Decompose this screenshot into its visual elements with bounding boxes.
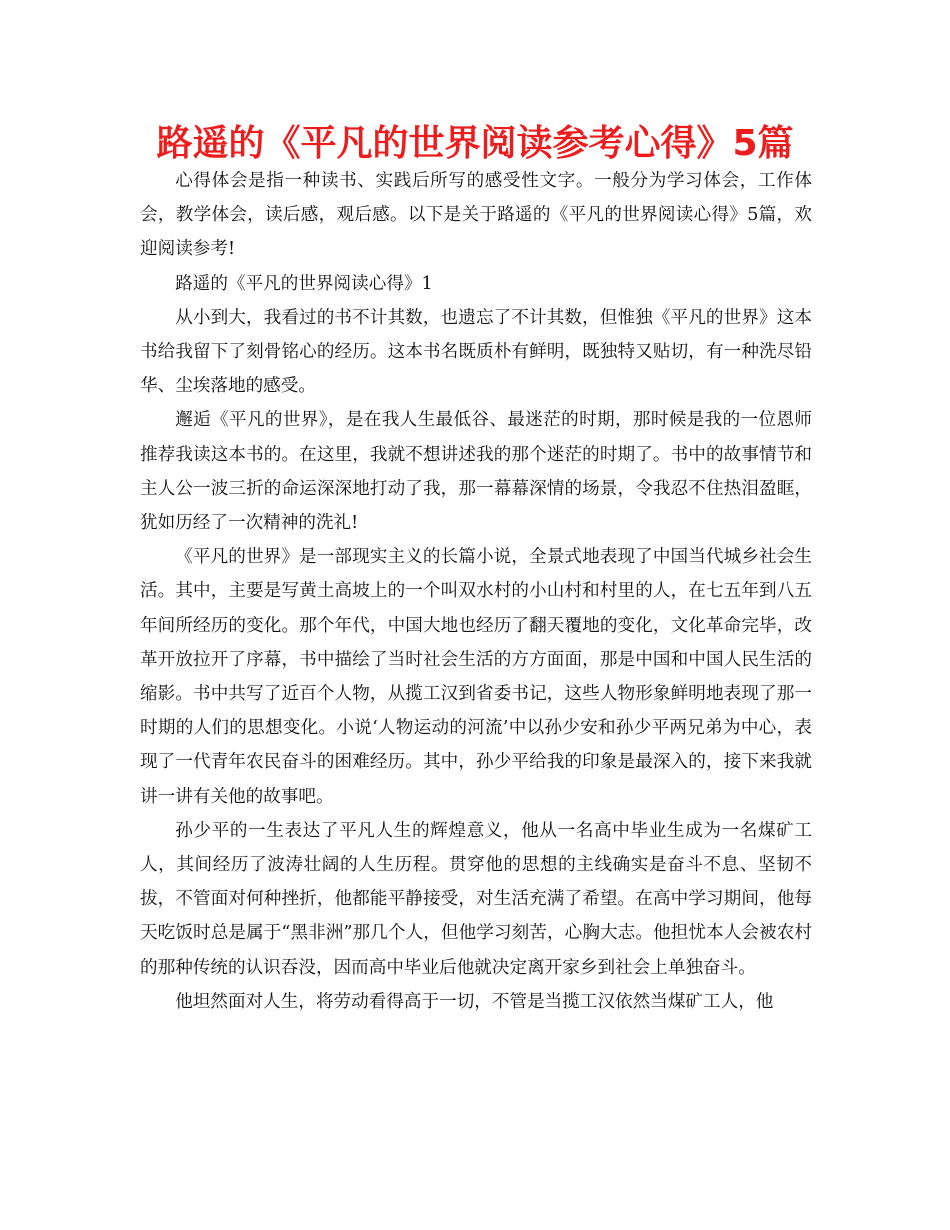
paragraph: 孙少平的一生表达了平凡人生的辉煌意义，他从一名高中毕业生成为一名煤矿工人，其间经历了波涛壮阔的人生历程。贯穿他的思想的主线确实是奋斗不息、坚韧不拔，不管面对何种挫折，他都能平静接受，对生活充满了希望。在高中学习期间，他每天吃饭时总是属于“黑非洲”那几个人，但他学习刻苦，心胸大志。他担忧本人会被农村的那种传统的认识吞没，因而高中毕业后他就决定离开家乡到社会上单独奋斗。 — [140, 820, 812, 978]
paragraph-intro: 心得体会是指一种读书、实践后所写的感受性文字。一般分为学习体会，工作体会，教学体会，读后感，观后感。以下是关于路遥的《平凡的世界阅读心得》5篇，欢迎阅读参考! — [140, 171, 812, 260]
document-title: 路遥的《平凡的世界阅读参考心得》5篇 — [156, 123, 794, 164]
paragraph: 他坦然面对人生，将劳动看得高于一切，不管是当揽工汉依然当煤矿工人，他 — [175, 991, 774, 1012]
paragraph: 邂逅《平凡的世界》，是在我人生最低谷、最迷茫的时期，那时候是我的一位恩师推荐我读这本书的。在这里，我就不想讲述我的那个迷茫的时期了。书中的故事情节和主人公一波三折的命运深深地打动了我，那一幕幕深情的场景，令我忍不住热泪盈眶，犹如历经了一次精神的洗礼! — [140, 410, 812, 534]
paragraph-section-heading: 路遥的《平凡的世界阅读心得》1 — [175, 273, 433, 294]
document-body — [140, 164, 812, 1019]
paragraph: 从小到大，我看过的书不计其数，也遗忘了不计其数，但惟独《平凡的世界》这本书给我留下了刻骨铭心的经历。这本书名既质朴有鲜明，既独特又贴切，有一种洗尽铅华、尘埃落地的感受。 — [140, 307, 812, 397]
paragraph: 《平凡的世界》是一部现实主义的长篇小说，全景式地表现了中国当代城乡社会生活。其中，主要是写黄土高坡上的一个叫双水村的小山村和村里的人，在七五年到八五年间所经历的变化。那个年代，中国大地也经历了翻天覆地的变化，文化革命完毕，改革开放拉开了序幕，书中描绘了当时社会生活的方方面面，那是中国和中国人民生活的缩影。书中共写了近百个人物，从揽工汉到省委书记，这些人物形象鲜明地表现了那一时期的人们的思想变化。小说‘人物运动的河流’中以孙少安和孙少平两兄弟为中心，表现了一代青年农民奋斗的困难经历。其中，孙少平给我的印象是最深入的，接下来我就讲一讲有关他的故事吧。 — [140, 547, 812, 807]
